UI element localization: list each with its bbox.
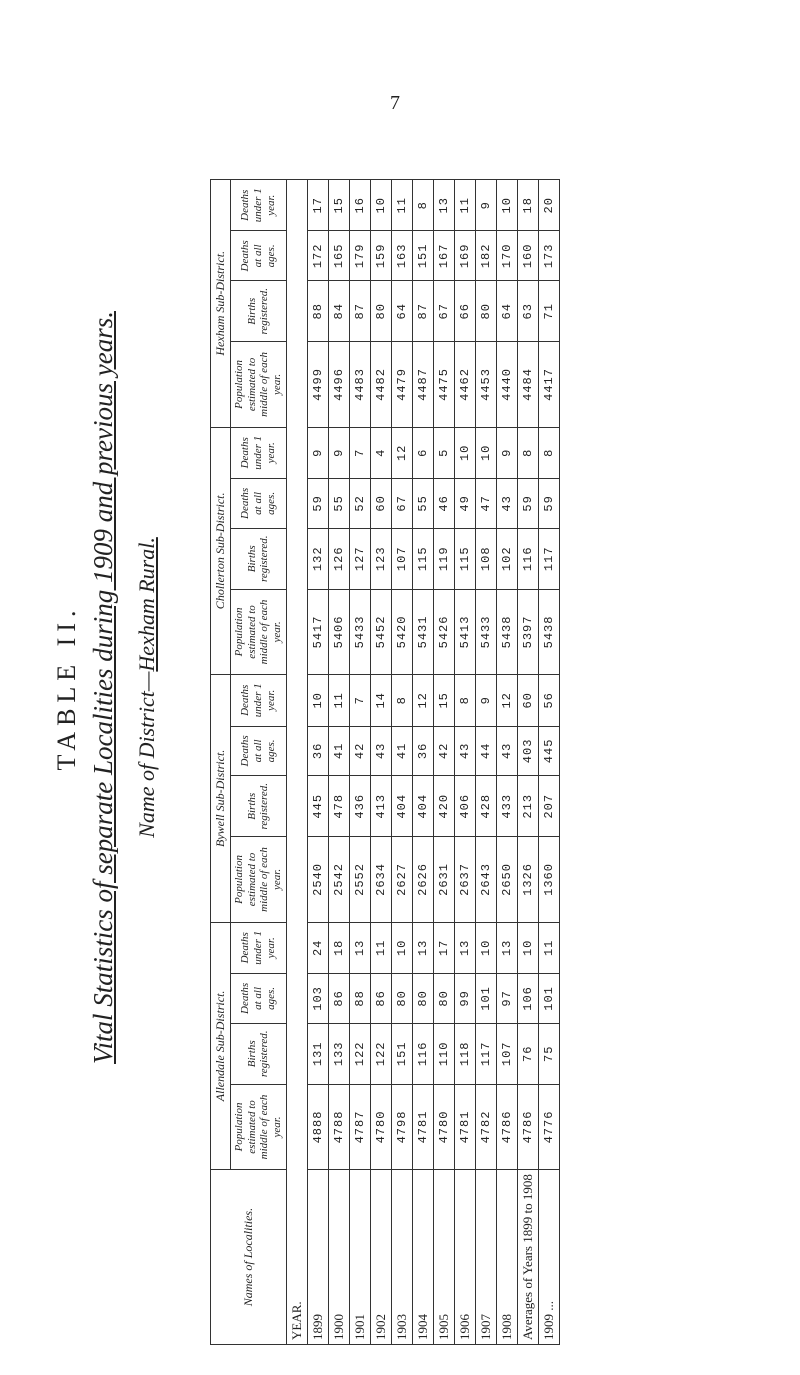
value-cell: 44 <box>475 726 496 776</box>
value-cell: 2542 <box>328 837 349 922</box>
value-cell: 10 <box>475 427 496 478</box>
group-header-4: Hexham Sub-District. <box>211 180 231 428</box>
value-cell: 36 <box>412 726 433 776</box>
value-cell: 4781 <box>454 1084 475 1169</box>
value-cell: 59 <box>538 479 559 529</box>
value-cell: 18 <box>328 922 349 973</box>
value-cell: 46 <box>433 479 454 529</box>
value-cell: 101 <box>475 974 496 1024</box>
value-cell: 4798 <box>391 1084 412 1169</box>
value-cell: 88 <box>307 281 328 342</box>
value-cell: 59 <box>517 479 538 529</box>
value-cell: 151 <box>412 231 433 281</box>
value-cell: 133 <box>328 1023 349 1084</box>
subtitle-district: Hexham Rural. <box>134 537 159 672</box>
value-cell: 4776 <box>538 1084 559 1169</box>
value-cell: 4482 <box>370 342 391 427</box>
year-cell: 1906 <box>454 1170 475 1345</box>
value-cell: 5413 <box>454 589 475 674</box>
year-1909-row <box>538 180 559 1345</box>
value-cell: 5431 <box>412 589 433 674</box>
value-cell: 4483 <box>349 342 370 427</box>
value-cell: 42 <box>433 726 454 776</box>
table-row <box>328 180 349 1345</box>
column-header: Deaths under 1 year. <box>231 427 287 478</box>
value-cell: 132 <box>307 528 328 589</box>
value-cell: 5420 <box>391 589 412 674</box>
table-row <box>454 180 475 1345</box>
value-cell: 42 <box>349 726 370 776</box>
table-row <box>496 180 517 1345</box>
value-cell: 15 <box>328 180 349 232</box>
table-row <box>412 180 433 1345</box>
value-cell: 5406 <box>328 589 349 674</box>
column-header: Population estimated to middle of each year. <box>231 1084 287 1169</box>
value-cell: 4496 <box>328 342 349 427</box>
value-cell: 8 <box>412 180 433 232</box>
value-cell: 182 <box>475 231 496 281</box>
value-cell: 16 <box>349 180 370 232</box>
value-cell: 4475 <box>433 342 454 427</box>
value-cell: 116 <box>412 1023 433 1084</box>
column-header: Population estimated to middle of each year. <box>231 342 287 427</box>
value-cell: 420 <box>433 776 454 837</box>
value-cell: 5 <box>433 427 454 478</box>
value-cell: 71 <box>538 281 559 342</box>
value-cell: 2627 <box>391 837 412 922</box>
value-cell: 2634 <box>370 837 391 922</box>
value-cell: 11 <box>328 675 349 726</box>
value-cell: 64 <box>496 281 517 342</box>
value-cell: 433 <box>496 776 517 837</box>
names-header: Names of Localities. <box>211 1170 287 1345</box>
table-subtitle <box>134 0 160 1375</box>
value-cell: 445 <box>538 726 559 776</box>
value-cell: 9 <box>307 427 328 478</box>
value-cell: 4453 <box>475 342 496 427</box>
value-cell: 17 <box>307 180 328 232</box>
page-number: 7 <box>390 92 400 114</box>
year-cell: 1901 <box>349 1170 370 1345</box>
group-header-2: Bywell Sub-District. <box>211 675 231 923</box>
column-header: Births registered. <box>231 776 287 837</box>
value-cell: 99 <box>454 974 475 1024</box>
value-cell: 80 <box>412 974 433 1024</box>
value-cell: 43 <box>496 479 517 529</box>
value-cell: 4788 <box>328 1084 349 1169</box>
group-header-1: Allendale Sub-District. <box>211 922 231 1170</box>
value-cell: 56 <box>538 675 559 726</box>
value-cell: 4780 <box>433 1084 454 1169</box>
value-cell: 76 <box>517 1023 538 1084</box>
value-cell: 169 <box>454 231 475 281</box>
value-cell: 107 <box>391 528 412 589</box>
value-cell: 165 <box>328 231 349 281</box>
averages-row <box>517 180 538 1345</box>
value-cell: 17 <box>433 922 454 973</box>
value-cell: 115 <box>412 528 433 589</box>
value-cell: 131 <box>307 1023 328 1084</box>
value-cell: 5433 <box>475 589 496 674</box>
value-cell: 13 <box>412 922 433 973</box>
value-cell: 116 <box>517 528 538 589</box>
value-cell: 97 <box>496 974 517 1024</box>
value-cell: 8 <box>454 675 475 726</box>
value-cell: 445 <box>307 776 328 837</box>
value-cell: 11 <box>454 180 475 232</box>
value-cell: 36 <box>307 726 328 776</box>
column-header: Births registered. <box>231 528 287 589</box>
table-row <box>307 180 328 1345</box>
value-cell: 47 <box>475 479 496 529</box>
value-cell: 122 <box>370 1023 391 1084</box>
value-cell: 10 <box>517 922 538 973</box>
column-header: Deaths under 1 year. <box>231 675 287 726</box>
value-cell: 4462 <box>454 342 475 427</box>
value-cell: 2626 <box>412 837 433 922</box>
value-cell: 108 <box>475 528 496 589</box>
value-cell: 117 <box>538 528 559 589</box>
value-cell: 1326 <box>517 837 538 922</box>
year-cell: 1904 <box>412 1170 433 1345</box>
year-cell: 1900 <box>328 1170 349 1345</box>
value-cell: 103 <box>307 974 328 1024</box>
value-cell: 127 <box>349 528 370 589</box>
year-header: YEAR. <box>286 180 307 1345</box>
value-cell: 167 <box>433 231 454 281</box>
value-cell: 5438 <box>496 589 517 674</box>
value-cell: 55 <box>328 479 349 529</box>
value-cell: 403 <box>517 726 538 776</box>
value-cell: 67 <box>391 479 412 529</box>
value-cell: 4786 <box>496 1084 517 1169</box>
value-cell: 4487 <box>412 342 433 427</box>
value-cell: 5397 <box>517 589 538 674</box>
value-cell: 413 <box>370 776 391 837</box>
value-cell: 20 <box>538 180 559 232</box>
value-cell: 80 <box>433 974 454 1024</box>
value-cell: 75 <box>538 1023 559 1084</box>
value-cell: 118 <box>454 1023 475 1084</box>
table-row <box>370 180 391 1345</box>
value-cell: 12 <box>496 675 517 726</box>
value-cell: 49 <box>454 479 475 529</box>
value-cell: 86 <box>328 974 349 1024</box>
value-cell: 2540 <box>307 837 328 922</box>
value-cell: 4 <box>370 427 391 478</box>
value-cell: 9 <box>475 675 496 726</box>
value-cell: 110 <box>433 1023 454 1084</box>
table-row <box>475 180 496 1345</box>
value-cell: 80 <box>475 281 496 342</box>
value-cell: 55 <box>412 479 433 529</box>
value-cell: 160 <box>517 231 538 281</box>
value-cell: 10 <box>370 180 391 232</box>
table-title: Vital Statistics of separate Localities during 1909 and previous years. <box>88 311 118 1064</box>
value-cell: 13 <box>496 922 517 973</box>
value-cell: 2650 <box>496 837 517 922</box>
value-cell: 11 <box>538 922 559 973</box>
value-cell: 87 <box>349 281 370 342</box>
value-cell: 14 <box>370 675 391 726</box>
value-cell: 4780 <box>370 1084 391 1169</box>
value-cell: 24 <box>307 922 328 973</box>
column-header: Deaths at all ages. <box>231 479 287 529</box>
value-cell: 151 <box>391 1023 412 1084</box>
value-cell: 4484 <box>517 342 538 427</box>
year-cell: 1902 <box>370 1170 391 1345</box>
value-cell: 122 <box>349 1023 370 1084</box>
value-cell: 213 <box>517 776 538 837</box>
value-cell: 6 <box>412 427 433 478</box>
value-cell: 67 <box>433 281 454 342</box>
value-cell: 84 <box>328 281 349 342</box>
value-cell: 4440 <box>496 342 517 427</box>
value-cell: 406 <box>454 776 475 837</box>
value-cell: 4417 <box>538 342 559 427</box>
value-cell: 41 <box>391 726 412 776</box>
year-cell: 1908 <box>496 1170 517 1345</box>
value-cell: 9 <box>328 427 349 478</box>
column-header: Deaths at all ages. <box>231 974 287 1024</box>
value-cell: 18 <box>517 180 538 232</box>
year-cell: 1899 <box>307 1170 328 1345</box>
value-cell: 60 <box>370 479 391 529</box>
value-cell: 4499 <box>307 342 328 427</box>
value-cell: 5433 <box>349 589 370 674</box>
value-cell: 2552 <box>349 837 370 922</box>
year-cell: 1903 <box>391 1170 412 1345</box>
value-cell: 436 <box>349 776 370 837</box>
value-cell: 119 <box>433 528 454 589</box>
value-cell: 43 <box>370 726 391 776</box>
year-cell: 1905 <box>433 1170 454 1345</box>
table-row <box>349 180 370 1345</box>
value-cell: 10 <box>454 427 475 478</box>
value-cell: 66 <box>454 281 475 342</box>
value-cell: 126 <box>328 528 349 589</box>
column-header: Deaths at all ages. <box>231 726 287 776</box>
value-cell: 4787 <box>349 1084 370 1169</box>
value-cell: 11 <box>391 180 412 232</box>
value-cell: 10 <box>307 675 328 726</box>
value-cell: 102 <box>496 528 517 589</box>
column-header: Births registered. <box>231 1023 287 1084</box>
value-cell: 7 <box>349 427 370 478</box>
value-cell: 9 <box>496 427 517 478</box>
table-row <box>433 180 454 1345</box>
group-header-3: Chollerton Sub-District. <box>211 427 231 675</box>
value-cell: 172 <box>307 231 328 281</box>
value-cell: 64 <box>391 281 412 342</box>
value-cell: 1360 <box>538 837 559 922</box>
value-cell: 2637 <box>454 837 475 922</box>
value-cell: 5438 <box>538 589 559 674</box>
value-cell: 2631 <box>433 837 454 922</box>
value-cell: 4782 <box>475 1084 496 1169</box>
value-cell: 2643 <box>475 837 496 922</box>
value-cell: 9 <box>475 180 496 232</box>
value-cell: 87 <box>412 281 433 342</box>
value-cell: 41 <box>328 726 349 776</box>
column-header: Deaths at all ages. <box>231 231 287 281</box>
value-cell: 4781 <box>412 1084 433 1169</box>
value-cell: 13 <box>433 180 454 232</box>
value-cell: 106 <box>517 974 538 1024</box>
value-cell: 404 <box>412 776 433 837</box>
subtitle-prefix: Name of District— <box>134 671 159 838</box>
value-cell: 10 <box>496 180 517 232</box>
column-header: Population estimated to middle of each year. <box>231 837 287 922</box>
value-cell: 52 <box>349 479 370 529</box>
value-cell: 428 <box>475 776 496 837</box>
value-cell: 12 <box>412 675 433 726</box>
value-cell: 80 <box>391 974 412 1024</box>
value-cell: 5452 <box>370 589 391 674</box>
value-cell: 13 <box>349 922 370 973</box>
table-row <box>391 180 412 1345</box>
value-cell: 478 <box>328 776 349 837</box>
value-cell: 170 <box>496 231 517 281</box>
year-cell: 1907 <box>475 1170 496 1345</box>
value-cell: 88 <box>349 974 370 1024</box>
value-cell: 5426 <box>433 589 454 674</box>
value-cell: 59 <box>307 479 328 529</box>
value-cell: 10 <box>391 922 412 973</box>
value-cell: 179 <box>349 231 370 281</box>
row-label: Averages of Years 1899 to 1908 <box>517 1170 538 1345</box>
value-cell: 13 <box>454 922 475 973</box>
value-cell: 60 <box>517 675 538 726</box>
value-cell: 404 <box>391 776 412 837</box>
value-cell: 8 <box>517 427 538 478</box>
value-cell: 8 <box>538 427 559 478</box>
column-header: Deaths under 1 year. <box>231 180 287 232</box>
column-header: Births registered. <box>231 281 287 342</box>
value-cell: 10 <box>475 922 496 973</box>
value-cell: 86 <box>370 974 391 1024</box>
value-cell: 12 <box>391 427 412 478</box>
value-cell: 8 <box>391 675 412 726</box>
value-cell: 15 <box>433 675 454 726</box>
value-cell: 207 <box>538 776 559 837</box>
value-cell: 107 <box>496 1023 517 1084</box>
value-cell: 4786 <box>517 1084 538 1169</box>
value-cell: 5417 <box>307 589 328 674</box>
table-label: TABLE II. <box>52 604 81 771</box>
column-header: Deaths under 1 year. <box>231 922 287 973</box>
value-cell: 43 <box>454 726 475 776</box>
statistics-table <box>210 179 560 1345</box>
value-cell: 117 <box>475 1023 496 1084</box>
value-cell: 80 <box>370 281 391 342</box>
value-cell: 159 <box>370 231 391 281</box>
value-cell: 163 <box>391 231 412 281</box>
value-cell: 63 <box>517 281 538 342</box>
value-cell: 4888 <box>307 1084 328 1169</box>
value-cell: 43 <box>496 726 517 776</box>
row-label: 1909 ... <box>538 1170 559 1345</box>
value-cell: 173 <box>538 231 559 281</box>
value-cell: 7 <box>349 675 370 726</box>
value-cell: 11 <box>370 922 391 973</box>
value-cell: 4479 <box>391 342 412 427</box>
value-cell: 115 <box>454 528 475 589</box>
column-header: Population estimated to middle of each year. <box>231 589 287 674</box>
value-cell: 123 <box>370 528 391 589</box>
value-cell: 101 <box>538 974 559 1024</box>
